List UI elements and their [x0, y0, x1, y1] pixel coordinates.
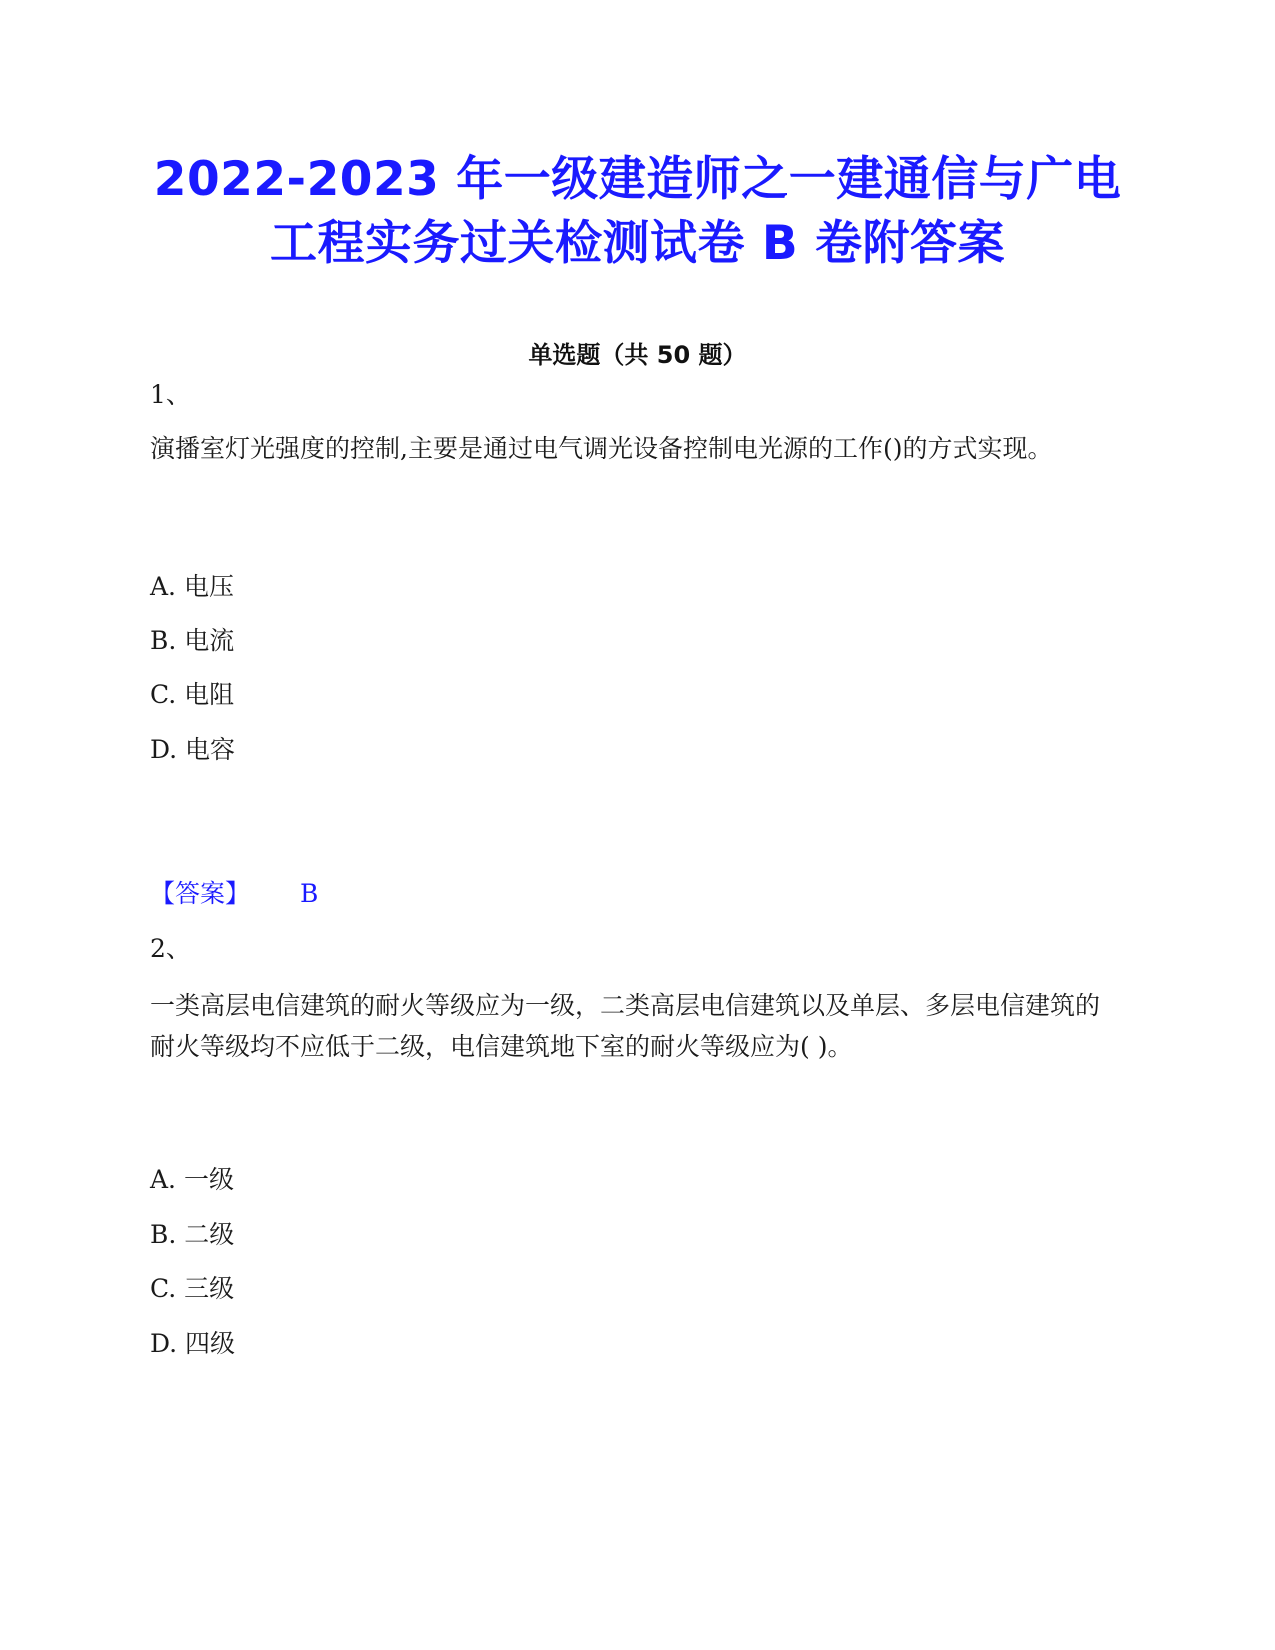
answer-value: B: [300, 879, 319, 908]
question-1-answer: [150, 877, 318, 911]
question-1-option-d: D. 电容: [150, 735, 236, 764]
title-line-2: 工程实务过关检测试卷 B 卷附答案: [269, 216, 1006, 271]
question-1-option-a: A. 电压: [150, 572, 234, 601]
question-1-number: 1、: [150, 380, 191, 409]
title-line-1: 2022-2023 年一级建造师之一建通信与广电: [153, 152, 1122, 207]
question-1-text: 演播室灯光强度的控制,主要是通过电气调光设备控制电光源的工作()的方式实现。: [150, 434, 1053, 463]
question-2-option-b: B. 二级: [150, 1220, 235, 1249]
answer-label: 【答案】: [150, 879, 251, 908]
document-title: [120, 148, 1155, 276]
question-1-option-b: B. 电流: [150, 626, 235, 655]
question-2-number: 2、: [150, 934, 191, 963]
question-1-option-c: C. 电阻: [150, 680, 235, 709]
question-2-option-a: A. 一级: [150, 1165, 234, 1194]
question-2-text: 一类高层电信建筑的耐火等级应为一级，二类高层电信建筑以及单层、多层电信建筑的耐火等级均不应低于二级，电信建筑地下室的耐火等级应为( )。: [150, 991, 1101, 1061]
question-2-option-c: C. 三级: [150, 1274, 235, 1303]
question-2-option-d: D. 四级: [150, 1329, 236, 1358]
section-heading: 单选题（共 50 题）: [528, 341, 747, 369]
